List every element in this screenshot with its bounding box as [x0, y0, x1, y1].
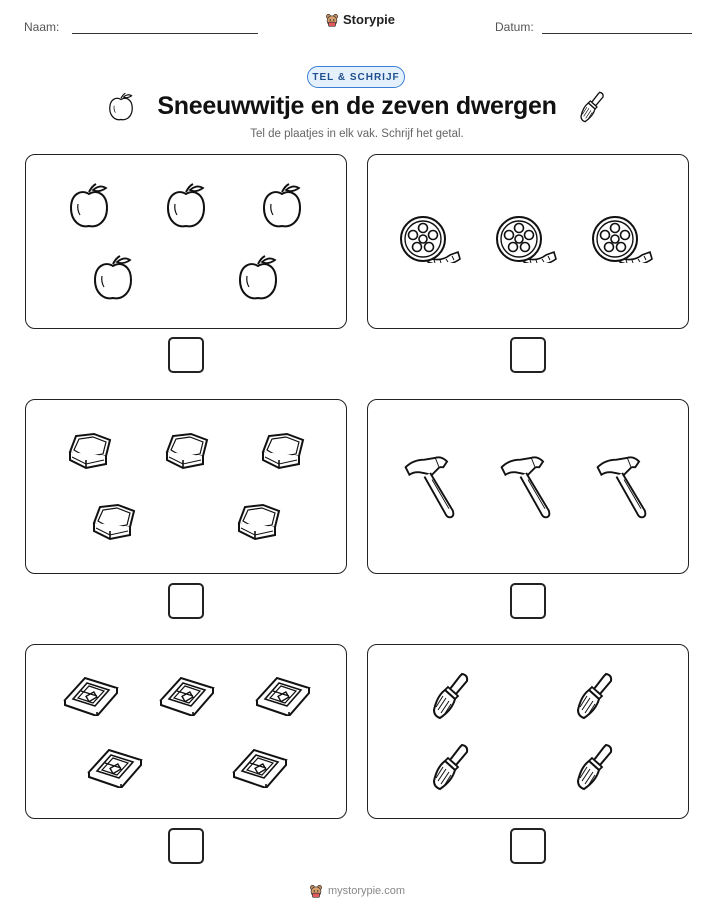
bear-icon	[309, 884, 323, 898]
answer-box-brushes[interactable]	[510, 828, 546, 864]
film-reel-icon	[494, 215, 558, 263]
date-field-line[interactable]	[542, 33, 692, 34]
film-reel-icon	[398, 215, 462, 263]
apple-icon	[238, 254, 278, 302]
mousetrap-icon	[159, 672, 215, 716]
count-panel-brushes	[367, 644, 689, 819]
brush-icon	[576, 672, 616, 720]
answer-box-mousetraps[interactable]	[168, 828, 204, 864]
count-panel-mousetraps	[25, 644, 347, 819]
name-label: Naam:	[24, 20, 60, 34]
answer-box-apples[interactable]	[168, 337, 204, 373]
answer-box-hammers[interactable]	[510, 583, 546, 619]
count-panel-coffins	[25, 399, 347, 574]
count-panel-apples	[25, 154, 347, 329]
mousetrap-icon	[63, 672, 119, 716]
apple-icon	[93, 254, 133, 302]
apple-icon	[262, 182, 302, 230]
footer	[0, 884, 714, 898]
instruction-text: Tel de plaatjes in elk vak. Schrijf het getal.	[250, 128, 464, 140]
brand-logo	[325, 12, 395, 27]
mousetrap-icon	[255, 672, 311, 716]
coffin-icon	[90, 501, 138, 541]
hammer-icon	[595, 454, 653, 520]
hammer-icon	[403, 454, 461, 520]
brush-icon	[579, 91, 607, 123]
count-panel-hammers	[367, 399, 689, 574]
coffin-icon	[259, 430, 307, 470]
count-panel-film-reels	[367, 154, 689, 329]
apple-icon	[69, 182, 109, 230]
brand-name: Storypie	[343, 12, 396, 27]
answer-box-coffins[interactable]	[168, 583, 204, 619]
activity-badge: TEL & SCHRIJF	[307, 66, 405, 88]
brush-icon	[432, 743, 472, 791]
bear-icon	[325, 13, 339, 27]
coffin-icon	[66, 430, 114, 470]
hammer-icon	[499, 454, 557, 520]
name-field-line[interactable]	[72, 33, 258, 34]
footer-url: mystorypie.com	[327, 885, 406, 897]
page-title: Sneeuwwitje en de zeven dwergen	[157, 92, 557, 120]
apple-icon	[166, 182, 206, 230]
mousetrap-icon	[87, 744, 143, 788]
mousetrap-icon	[232, 744, 288, 788]
brush-icon	[432, 672, 472, 720]
date-label: Datum:	[495, 20, 534, 34]
brush-icon	[576, 743, 616, 791]
coffin-icon	[163, 430, 211, 470]
answer-box-film-reels[interactable]	[510, 337, 546, 373]
film-reel-icon	[590, 215, 654, 263]
coffin-icon	[235, 501, 283, 541]
